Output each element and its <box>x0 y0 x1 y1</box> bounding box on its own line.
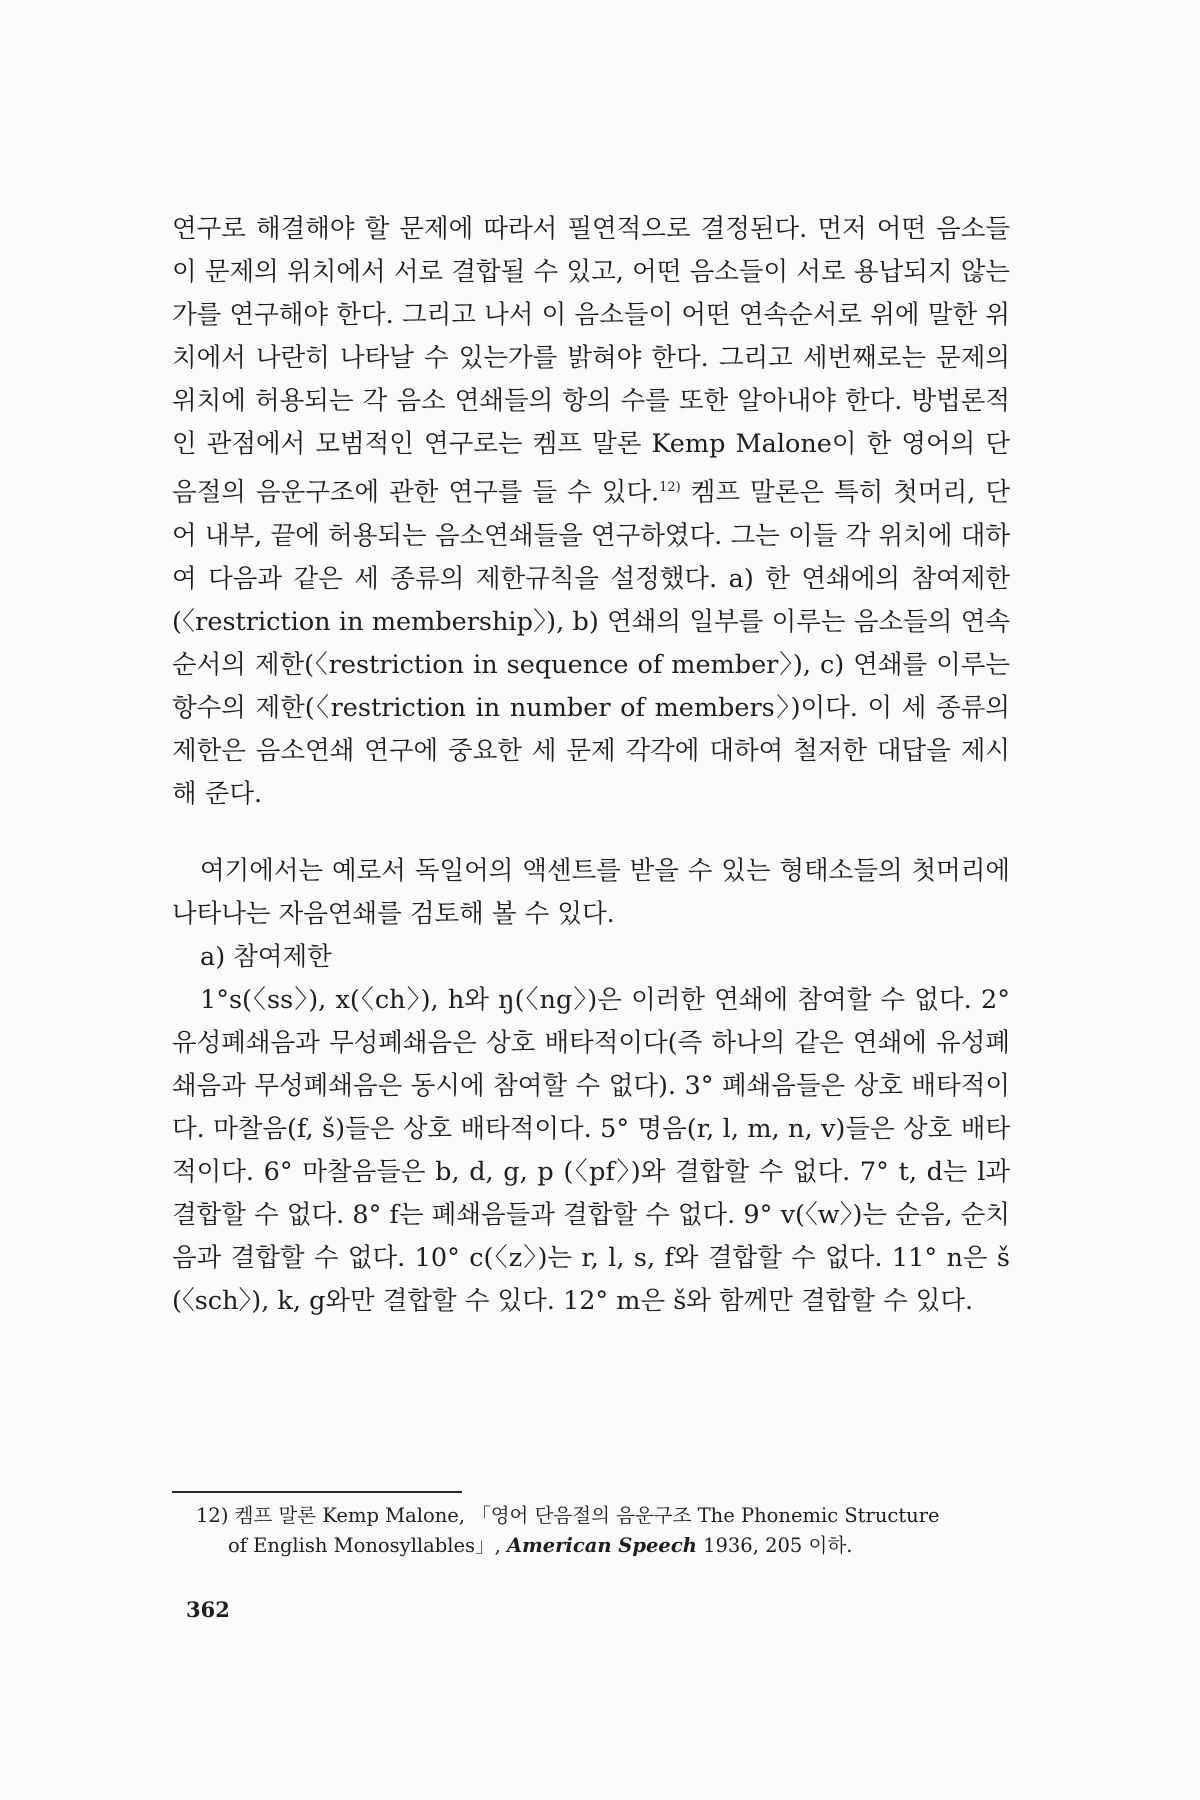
footnote-text-line-2: of English Monosyllables」, <box>228 1534 501 1557</box>
paragraph-1-text: 연구로 해결해야 할 문제에 따라서 필연적으로 결정된다. 먼저 어떤 음소들이 문제의 위치에서 서로 결합될 수 있고, 어떤 음소들이 서로 용납되지 않는가를 연구해야 한다. 그리고 나서 이 음소들이 어떤 연속순서로 위에 말한 위치에서 나란히 나타날 수 있는가를 밝혀야 한다. 그리고 세번째로는 문제의 위치에 허용되는 각 음소 연쇄들의 항의 수를 또한 알아내야 한다. 방법론적인 관점에서 모범적인 연구로는 켐프 말론 Kemp Malone이 한 영어의 단음절의 음운구조에 관한 연구를 들 수 있다. <box>172 214 1010 508</box>
footnote-line-2 <box>196 1531 1010 1561</box>
paragraph-1 <box>172 208 1010 816</box>
footnote-reference: 12) <box>659 480 681 495</box>
paragraph-1-continued: 켐프 말론은 특히 첫머리, 단어 내부, 끝에 허용되는 음소연쇄들을 연구하였다. 그는 이들 각 위치에 대하여 다음과 같은 세 종류의 제한규칙을 설정했다. a) 한 연쇄에의 참여제한(〈restriction in membership〉), b) 연쇄의 일부를 이루는 음소들의 연속순서의 제한(〈restriction in sequence of member〉), c) 연쇄를 이루는 항수의 제한(〈restriction in number of members〉)이다. 이 세 종류의 제한은 음소연쇄 연구에 중요한 세 문제 각각에 대하여 철저한 대답을 제시해 준다. <box>172 477 1010 809</box>
subheading-restriction: a) 참여제한 <box>200 941 332 972</box>
footnote-number: 12) <box>196 1504 229 1527</box>
body-text <box>172 208 1010 1323</box>
paragraph-3: 1°s(〈ss〉), x(〈ch〉), h와 ŋ(〈ng〉)은 이러한 연쇄에 참여할 수 없다. 2° 유성폐쇄음과 무성폐쇄음은 상호 배타적이다(즉 하나의 같은 연쇄에 유성폐쇄음과 무성폐쇄음은 동시에 참여할 수 없다). 3° 폐쇄음들은 상호 배타적이다. 마찰음(f, š)들은 상호 배타적이다. 5° 명음(r, l, m, n, v)들은 상호 배타적이다. 6° 마찰음들은 b, d, g, p (〈pf〉)와 결합할 수 없다. 7° t, d는 l과 결합할 수 없다. 8° f는 폐쇄음들과 결합할 수 없다. 9° v(〈w〉)는 순음, 순치음과 결합할 수 없다. 10° c(〈z〉)는 r, l, s, f와 결합할 수 없다. 11° n은 š (〈sch〉), k, g와만 결합할 수 있다. 12° m은 š와 함께만 결합할 수 있다. <box>172 984 1010 1316</box>
footnote <box>196 1501 1010 1561</box>
paragraph-2: 여기에서는 예로서 독일어의 액센트를 받을 수 있는 형태소들의 첫머리에 나타나는 자음연쇄를 검토해 볼 수 있다. <box>172 855 1010 929</box>
footnote-divider <box>172 1491 462 1493</box>
page-number: 362 <box>186 1597 230 1622</box>
footnote-journal: American Speech <box>506 1534 697 1557</box>
footnote-text-line-1: 켐프 말론 Kemp Malone, 「영어 단음절의 음운구조 The Phonemic Structure <box>234 1504 940 1527</box>
footnote-details: 1936, 205 이하. <box>703 1534 853 1557</box>
